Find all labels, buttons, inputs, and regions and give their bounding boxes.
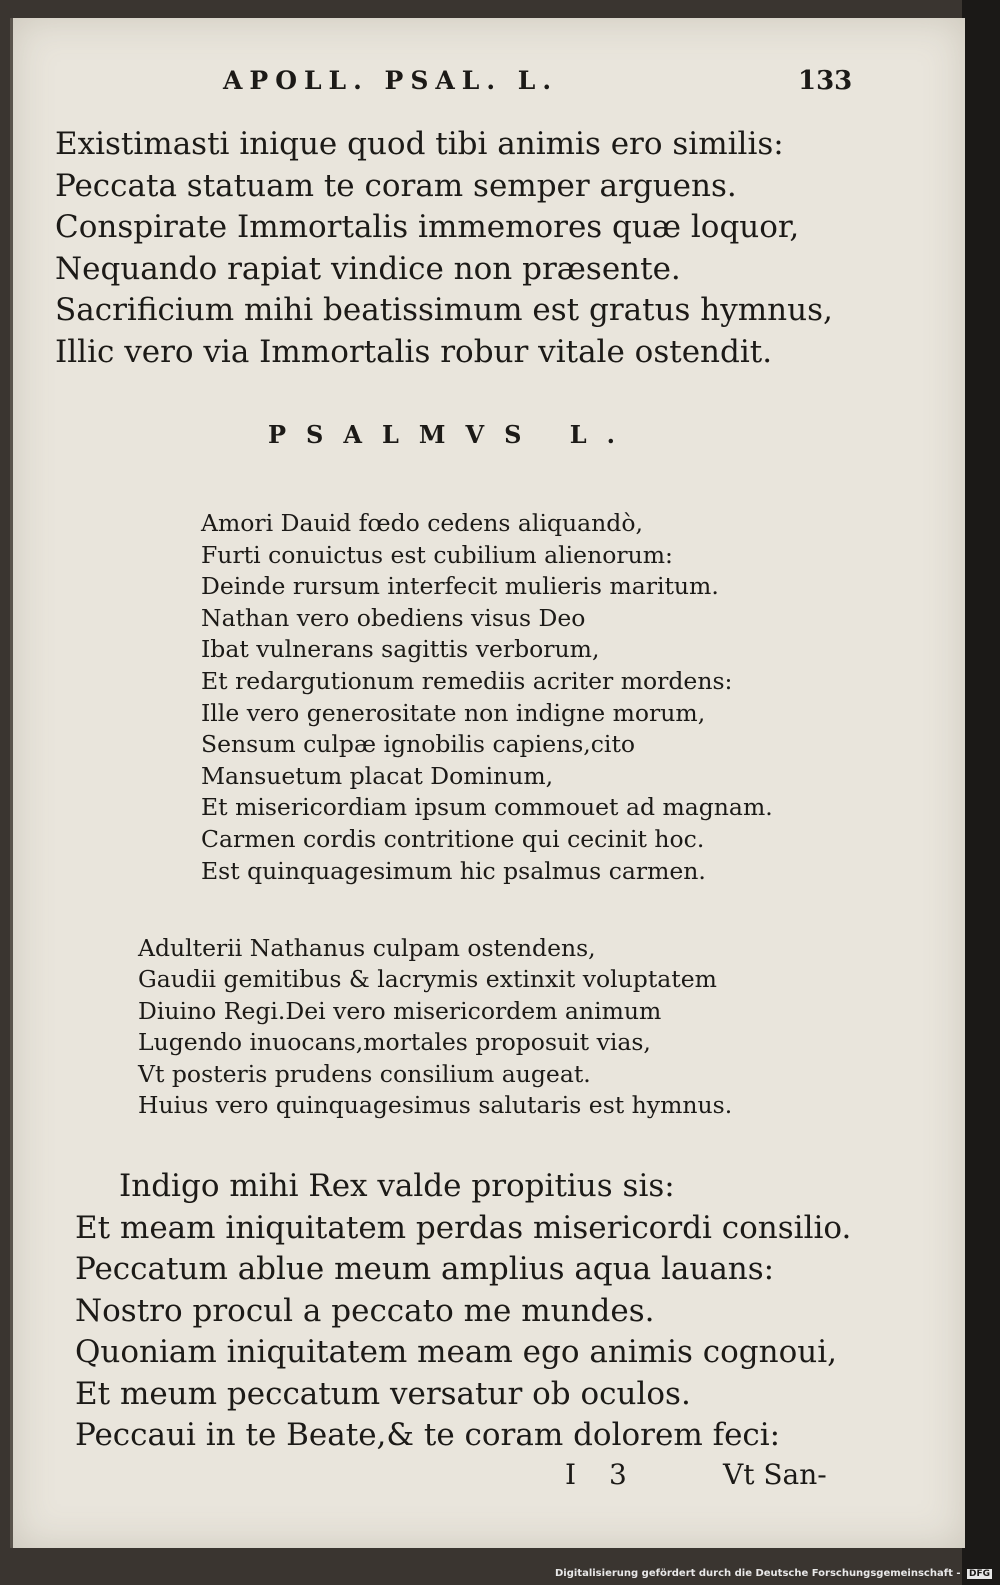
catchword: Vt San- (723, 1458, 827, 1491)
argument-block-1 (201, 508, 1000, 887)
argument-line: Vt posteris prudens consilium augeat. (138, 1059, 591, 1088)
verse-line: Existimasti inique quod tibi animis ero similis: (55, 126, 784, 162)
argument-line: Nathan vero obediens visus Deo (201, 603, 586, 632)
argument-line: Deinde rursum interfecit mulieris maritum. (201, 572, 719, 601)
page-footer (13, 1458, 965, 1498)
verse-block-bottom (75, 1166, 1000, 1457)
page-header (13, 66, 965, 106)
verse-block-top (55, 124, 1000, 373)
psalm-heading: PSALMVS L. (268, 420, 635, 449)
argument-line: Furti conuictus est cubilium alienorum: (201, 540, 673, 569)
argument-line: Ille vero generositate non indigne morum, (201, 698, 706, 727)
argument-line: Mansuetum placat Dominum, (201, 761, 554, 790)
verse-line: Et meum peccatum versatur ob oculos. (75, 1375, 691, 1412)
argument-line: Adulterii Nathanus culpam ostendens, (138, 934, 596, 962)
verse-line: Indigo mihi Rex valde propitius sis: (119, 1168, 675, 1204)
book-page (10, 18, 965, 1548)
verse-line: Peccaui in te Beate,& te coram dolorem feci: (75, 1417, 781, 1453)
verse-line: Peccatum ablue meum amplius aqua lauans: (75, 1251, 775, 1287)
verse-line: Sacrificium mihi beatissimum est gratus hymnus, (55, 292, 833, 328)
argument-line: Ibat vulnerans sagittis verborum, (201, 635, 600, 664)
credit-text: Digitalisierung gefördert durch die Deutsche Forschungsgemeinschaft (554, 1568, 953, 1579)
running-title: APOLL. PSAL. L. (223, 66, 559, 95)
argument-line: Et redargutionum remediis acriter mordens: (201, 666, 733, 695)
argument-line: Amori Dauid fœdo cedens aliquandò, (201, 509, 643, 537)
argument-line: Gaudii gemitibus & lacrymis extinxit voluptatem (138, 965, 717, 994)
verse-line: Nequando rapiat vindice non præsente. (55, 250, 681, 287)
argument-line: Et misericordiam ipsum commouet ad magnam. (201, 793, 773, 822)
argument-line: Lugendo inuocans,mortales proposuit vias, (138, 1028, 651, 1057)
verse-line: Nostro procul a peccato me mundes. (75, 1292, 655, 1329)
verse-line: Quoniam iniquitatem meam ego animis cognoui, (75, 1334, 838, 1370)
verse-line: Conspirate Immortalis immemores quæ loquor, (55, 209, 800, 245)
signature-mark: I 3 (565, 1458, 639, 1491)
page-number: 133 (798, 66, 853, 96)
verse-line: Illic vero via Immortalis robur vitale ostendit. (55, 333, 773, 370)
argument-block-2 (138, 933, 1000, 1121)
verse-line: Et meam iniquitatem perdas misericordi consilio. (75, 1209, 852, 1246)
verse-line: Peccata statuam te coram semper arguens. (55, 167, 737, 204)
argument-line: Sensum culpæ ignobilis capiens,cito (201, 730, 636, 759)
digitization-credit: Digitalisierung gefördert durch die Deutsche Forschungsgemeinschaft - DFG (554, 1568, 990, 1579)
argument-line: Carmen cordis contritione qui cecinit hoc. (201, 824, 705, 853)
argument-line: Huius vero quinquagesimus salutaris est hymnus. (138, 1091, 733, 1120)
argument-line: Est quinquagesimum hic psalmus carmen. (201, 856, 706, 885)
dfg-logo: DFG (968, 1569, 990, 1579)
argument-line: Diuino Regi.Dei vero misericordem animum (138, 996, 662, 1025)
